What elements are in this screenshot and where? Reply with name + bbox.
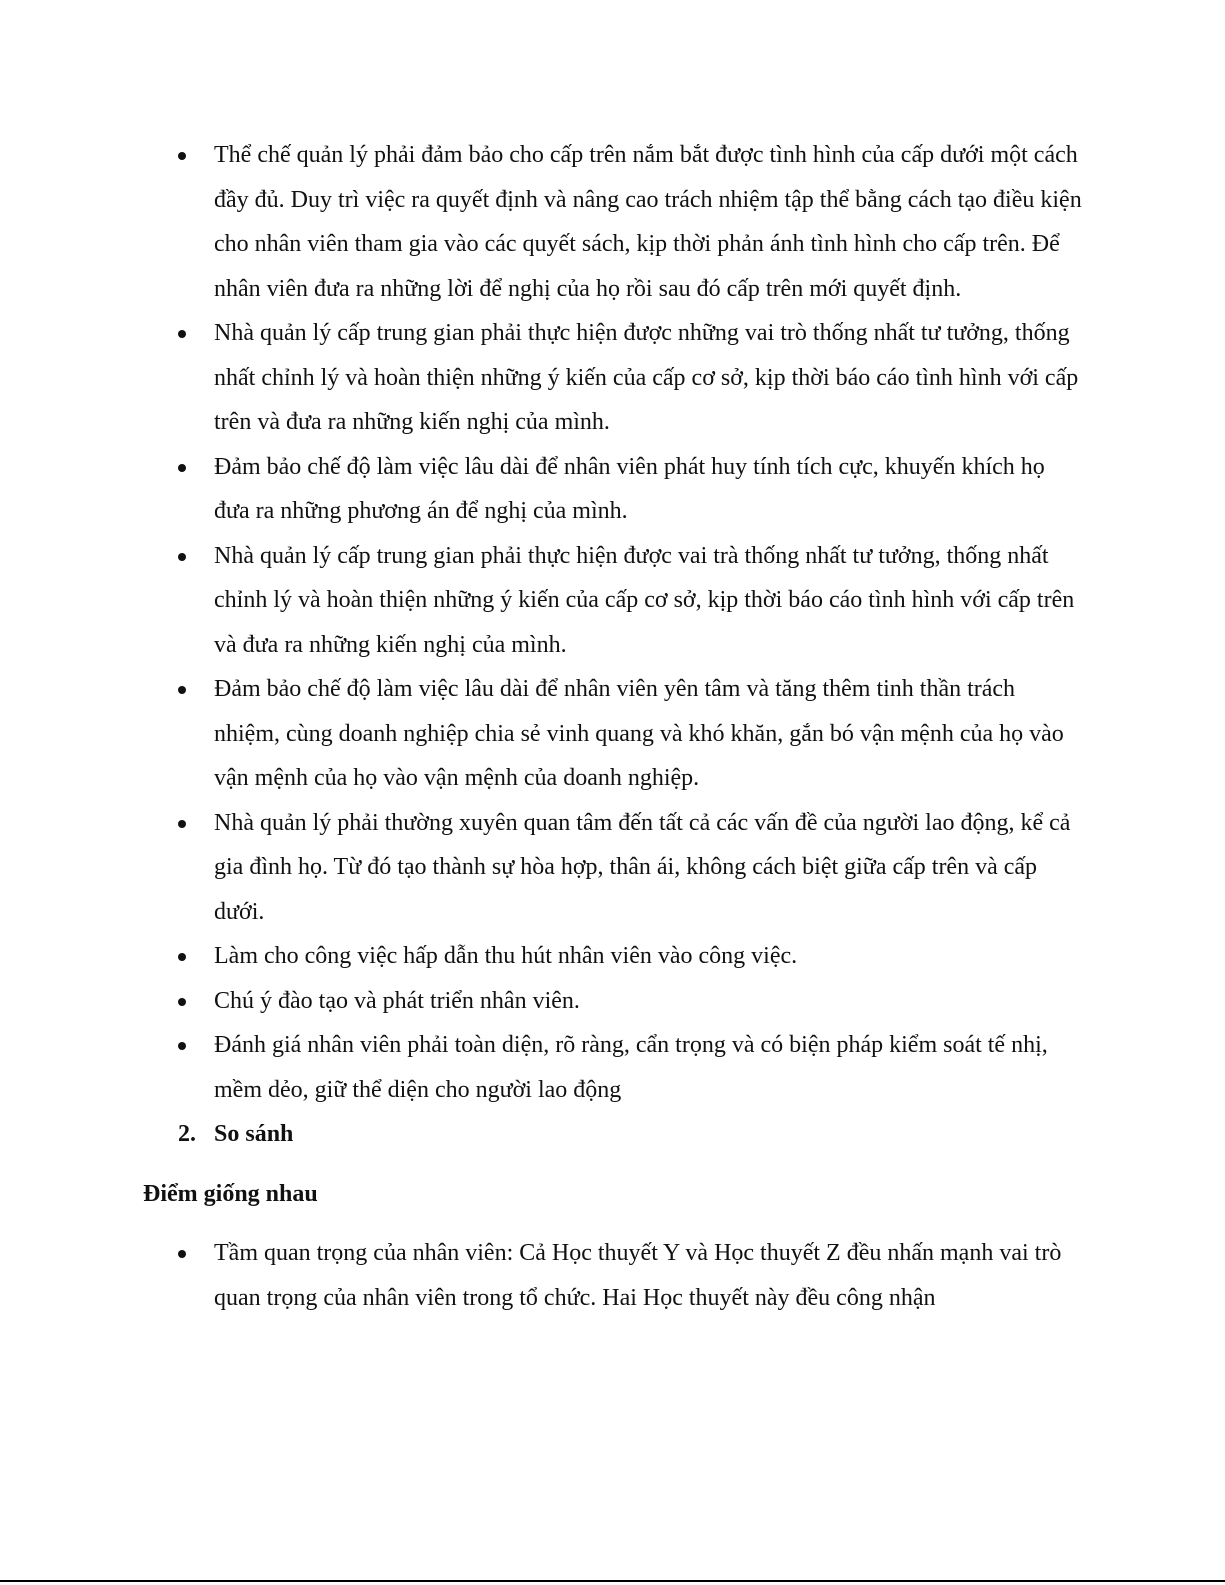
- list-item-text: Đảm bảo chế độ làm việc lâu dài để nhân viên phát huy tính tích cực, khuyến khích họ đưa ra những phương án để nghị của mình.: [214, 453, 1045, 524]
- list-item: [143, 311, 1083, 445]
- list-item: [143, 801, 1083, 935]
- list-item-text: Đánh giá nhân viên phải toàn diện, rõ ràng, cẩn trọng và có biện pháp kiểm soát tế nhị, mềm dẻo, giữ thể diện cho người lao động: [214, 1032, 1048, 1103]
- bullet-icon: [178, 330, 186, 338]
- list-item: [143, 445, 1083, 534]
- bullet-icon: [178, 1042, 186, 1050]
- bullet-icon: [178, 820, 186, 828]
- list-item: [143, 1231, 1083, 1320]
- list-item: [143, 979, 1083, 1024]
- bullet-icon: [178, 553, 186, 561]
- page-bottom-border: [0, 1580, 1225, 1582]
- list-item: [143, 133, 1083, 311]
- bullet-icon: [178, 686, 186, 694]
- bullet-list-top: [143, 133, 1083, 1112]
- section-heading: Điểm giống nhau: [143, 1180, 318, 1207]
- page-content: [143, 133, 1083, 1320]
- list-item-text: Tầm quan trọng của nhân viên: Cả Học thuyết Y và Học thuyết Z đều nhấn mạnh vai trò quan trọng của nhân viên trong tổ chức. Hai Học thuyết này đều công nhận: [214, 1240, 1062, 1311]
- list-item-text: Chú ý đào tạo và phát triển nhân viên.: [214, 987, 580, 1014]
- bullet-icon: [178, 998, 186, 1006]
- numbered-heading: [143, 1112, 1083, 1157]
- list-item-text: Nhà quản lý cấp trung gian phải thực hiện được vai trà thống nhất tư tưởng, thống nhất chỉnh lý và hoàn thiện những ý kiến của cấp cơ sở, kịp thời báo cáo tình hình với cấp trên và đưa ra những kiến nghị của mình.: [214, 542, 1075, 658]
- list-item-text: Thể chế quản lý phải đảm bảo cho cấp trên nắm bắt được tình hình của cấp dưới một cách đầy đủ. Duy trì việc ra quyết định và nâng cao trách nhiệm tập thể bằng cách tạo điều kiện cho nhân viên tham gia vào các quyết sách, kịp thời phản ánh tình hình cho cấp trên. Để nhân viên đưa ra những lời để nghị của họ rồi sau đó cấp trên mới quyết định.: [214, 142, 1082, 302]
- heading-text: So sánh: [214, 1121, 294, 1147]
- list-item-text: Đảm bảo chế độ làm việc lâu dài để nhân viên yên tâm và tăng thêm tinh thần trách nhiệm, cùng doanh nghiệp chia sẻ vinh quang và khó khăn, gắn bó vận mệnh của họ vào vận mệnh của họ vào vận mệnh của doanh nghiệp.: [214, 676, 1064, 791]
- list-item: [143, 667, 1083, 801]
- bullet-list-bottom: [143, 1231, 1083, 1320]
- list-item-text: Nhà quản lý phải thường xuyên quan tâm đến tất cả các vấn đề của người lao động, kể cả gia đình họ. Từ đó tạo thành sự hòa hợp, thân ái, không cách biệt giữa cấp trên và cấp dưới.: [214, 809, 1071, 925]
- bullet-icon: [178, 152, 186, 160]
- list-item-text: Làm cho công việc hấp dẫn thu hút nhân viên vào công việc.: [214, 943, 798, 969]
- list-item-text: Nhà quản lý cấp trung gian phải thực hiện được những vai trò thống nhất tư tưởng, thống nhất chỉnh lý và hoàn thiện những ý kiến của cấp cơ sở, kịp thời báo cáo tình hình với cấp trên và đưa ra những kiến nghị của mình.: [214, 320, 1079, 435]
- bullet-icon: [178, 1250, 186, 1258]
- list-item: [143, 534, 1083, 668]
- heading-number: 2.: [178, 1121, 196, 1147]
- list-item: [143, 1023, 1083, 1112]
- bullet-icon: [178, 464, 186, 472]
- list-item: [143, 934, 1083, 979]
- bullet-icon: [178, 953, 186, 961]
